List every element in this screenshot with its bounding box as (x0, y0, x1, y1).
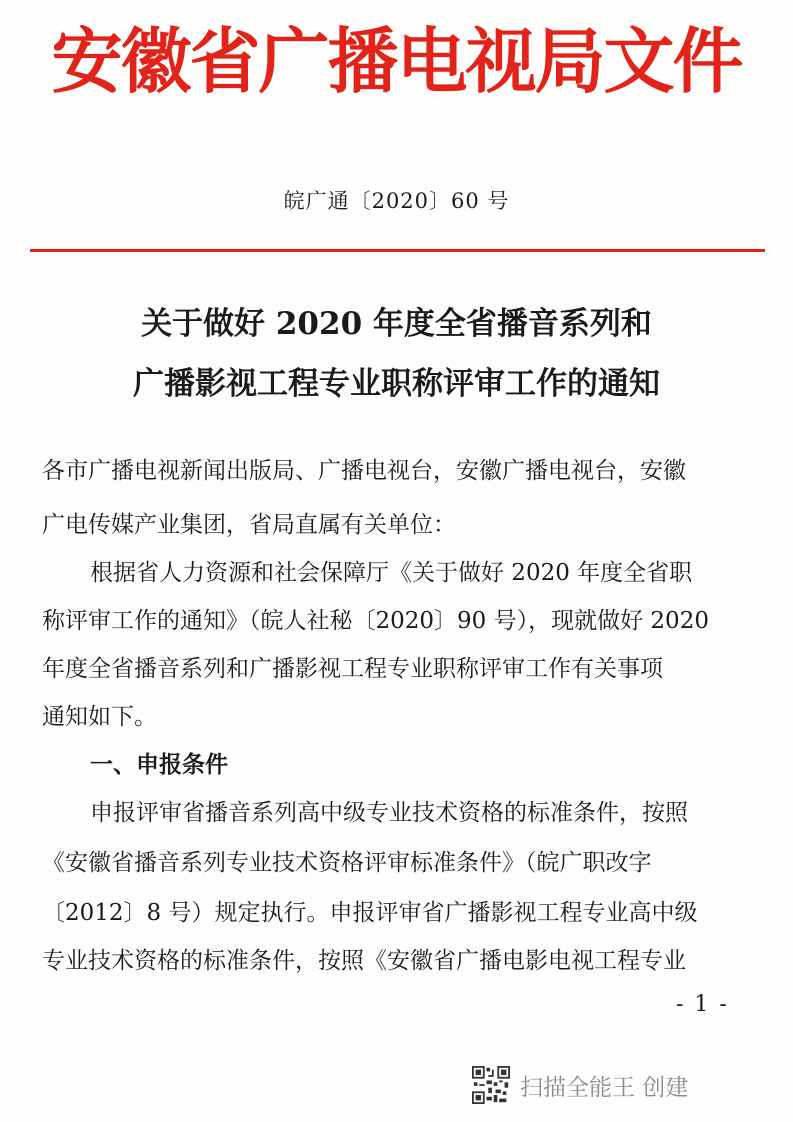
document-number: 皖广通〔2020〕60 号 (283, 189, 510, 213)
body-line: 〔2012〕8 号）规定执行。申报评审省广播影视工程专业高中级 (42, 900, 698, 926)
body-line: 专业技术资格的标准条件，按照《安徽省广播电影电视工程专业 (42, 948, 686, 974)
page-number: - 1 - (676, 992, 729, 1017)
body-line: 《安徽省播音系列专业技术资格评审标准条件》（皖广职改字 (42, 850, 652, 876)
notice-title-line-2: 广播影视工程专业职称评审工作的通知 (133, 366, 660, 402)
scanner-watermark (472, 1062, 688, 1108)
qr-code-icon (472, 1066, 510, 1104)
notice-title-line-1: 关于做好 2020 年度全省播音系列和 (141, 306, 652, 342)
body-line: 广电传媒产业集团，省局直属有关单位： (42, 512, 456, 538)
red-divider-line (30, 249, 765, 252)
body-line: 通知如下。 (42, 704, 157, 730)
body-line: 根据省人力资源和社会保障厅《关于做好 2020 年度全省职 (90, 560, 693, 586)
body-line: 年度全省播音系列和广播影视工程专业职称评审工作有关事项 (42, 656, 663, 682)
body-line: 称评审工作的通知》（皖人社秘〔2020〕90 号），现就做好 2020 (42, 608, 709, 634)
body-line: 各市广播电视新闻出版局、广播电视台，安徽广播电视台，安徽 (42, 458, 686, 484)
section-heading: 一、申报条件 (90, 752, 228, 778)
scanner-watermark-text: 扫描全能王 创建 (520, 1074, 689, 1101)
body-line: 申报评审省播音系列高中级专业技术资格的标准条件，按照 (90, 800, 688, 826)
document-header-title: 安徽省广播电视局文件 (51, 20, 742, 103)
